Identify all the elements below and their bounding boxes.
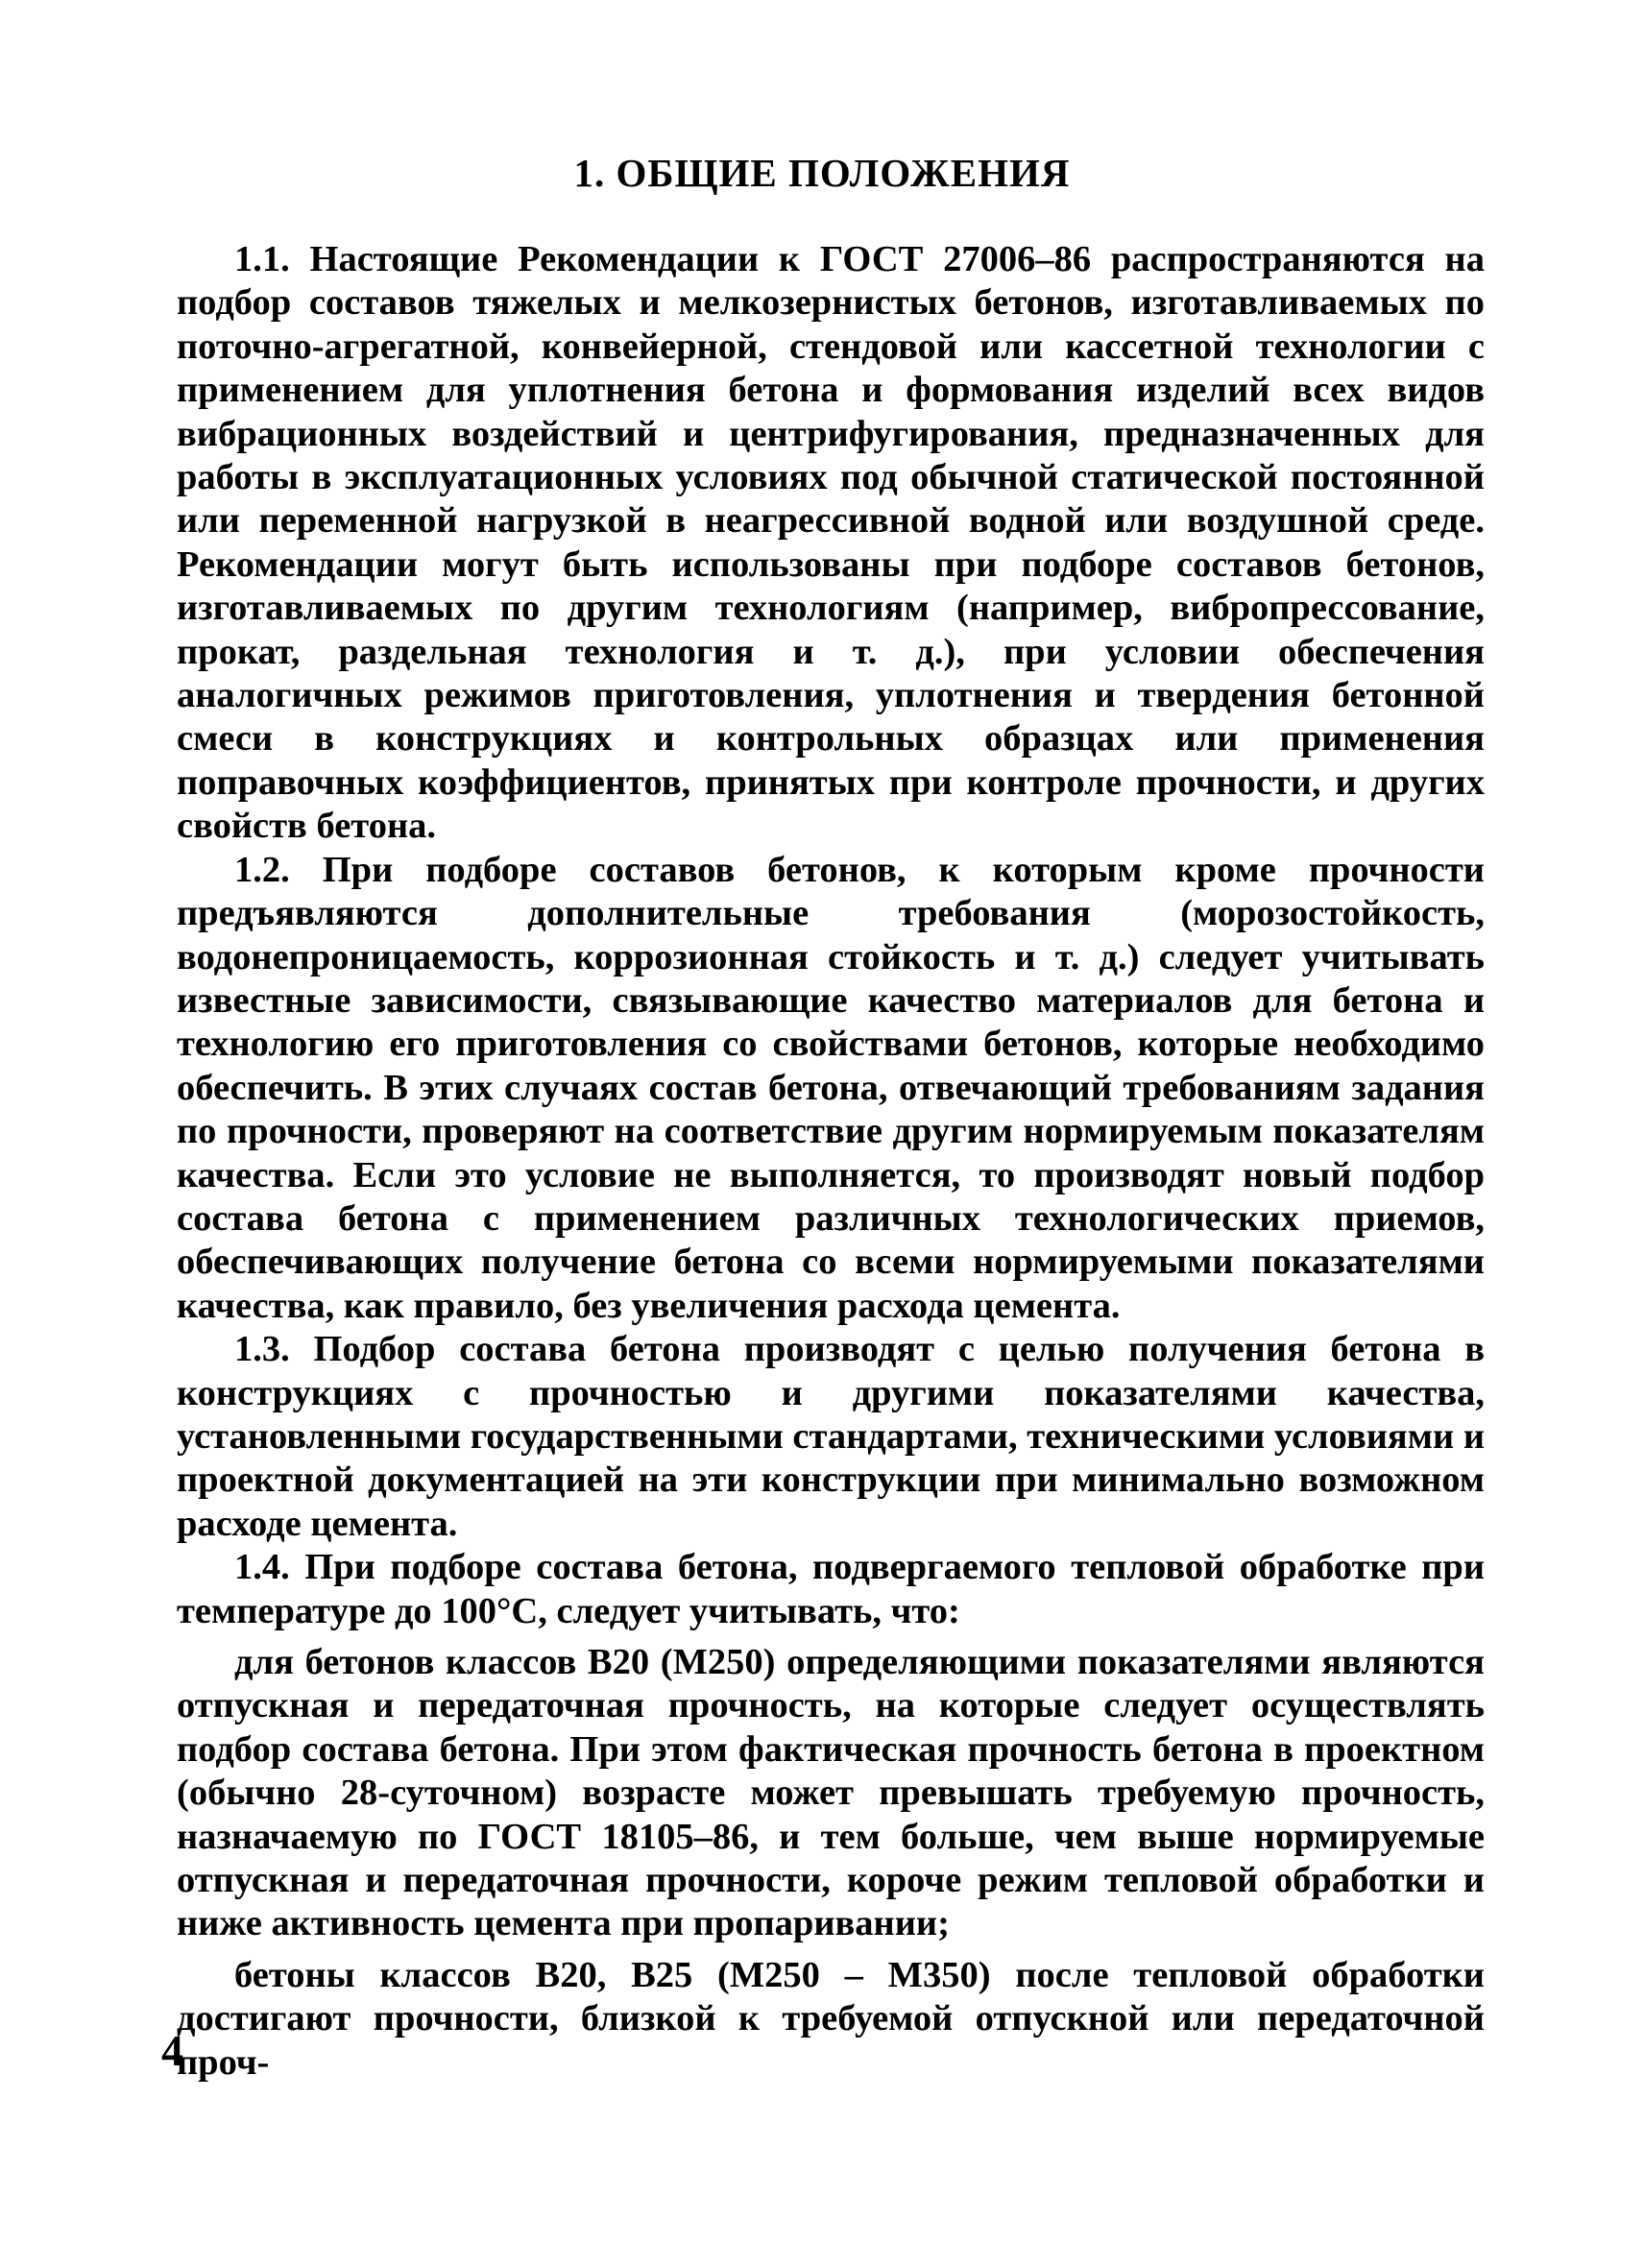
paragraph-1-1: 1.1. Настоящие Рекомендации к ГОСТ 27006–86 распространяются на подбор составов тяжелых и мелкозернистых бетонов, изготавливаемых по поточно-агрегатной, конвейерной, стендовой или кассетной технологии с применением для уплотнения бетона и формования изделий всех видов вибрационных воздействий и центрифугирования, предназначенных для работы в эксплуатационных условиях под обычной статической постоянной или переменной нагрузкой в неагрессивной водной или воздушной среде. Рекомендации могут быть использованы при подборе составов бетонов, изготавливаемых по другим технологиям (например, вибропрессование, прокат, раздельная технология и т. д.), при условии обеспечения аналогичных режимов приготовления, уплотнения и твердения бетонной смеси в конструкциях и контрольных образцах или применения поправочных коэффициентов, принятых при контроле прочности, и других свойств бетона.	[177, 239, 1485, 847]
paragraph-1-4-item-2: бетоны классов В20, В25 (М250 – М350) после тепловой обработки достигают прочности, близкой к требуемой отпускной или передаточной проч-	[177, 1954, 1485, 2083]
section-heading: 1. ОБЩИЕ ПОЛОЖЕНИЯ	[573, 151, 1071, 195]
paragraph-1-3: 1.3. Подбор состава бетона производят с целью получения бетона в конструкциях с прочностью и другими показателями качества, установленными государственными стандартами, техническими условиями и проектной документацией на эти конструкции при минимально возможном расходе цемента.	[177, 1329, 1485, 1544]
body-text	[177, 238, 1485, 2085]
paragraph-1-4-item-1: для бетонов классов В20 (М250) определяющими показателями являются отпускная и передаточная прочность, на которые следует осуществлять подбор состава бетона. При этом фактическая прочность бетона в проектном (обычно 28-суточном) возрасте может превышать требуемую прочность, назначаемую по ГОСТ 18105–86, и тем больше, чем выше нормируемые отпускная и передаточная прочности, короче режим тепловой обработки и ниже активность цемента при пропаривании;	[177, 1642, 1485, 1944]
paragraph-1-2: 1.2. При подборе составов бетонов, к которым кроме прочности предъявляются дополнительные требования (морозостойкость, водонепроницаемость, коррозионная стойкость и т. д.) следует учитывать известные зависимости, связывающие качество материалов для бетона и технологию его приготовления со свойствами бетонов, которые необходимо обеспечить. В этих случаях состав бетона, отвечающий требованиям задания по прочности, проверяют на соответствие другим нормируемым показателям качества. Если это условие не выполняется, то производят новый подбор состава бетона с применением различных технологических приемов, обеспечивающих получение бетона со всеми нормируемыми показателями качества, как правило, без увеличения расхода цемента.	[177, 849, 1485, 1326]
paragraph-1-4: 1.4. При подборе состава бетона, подвергаемого тепловой обработке при температуре до 100°С, следует учитывать, что:	[177, 1547, 1485, 1631]
page-number: 4	[161, 2026, 183, 2075]
